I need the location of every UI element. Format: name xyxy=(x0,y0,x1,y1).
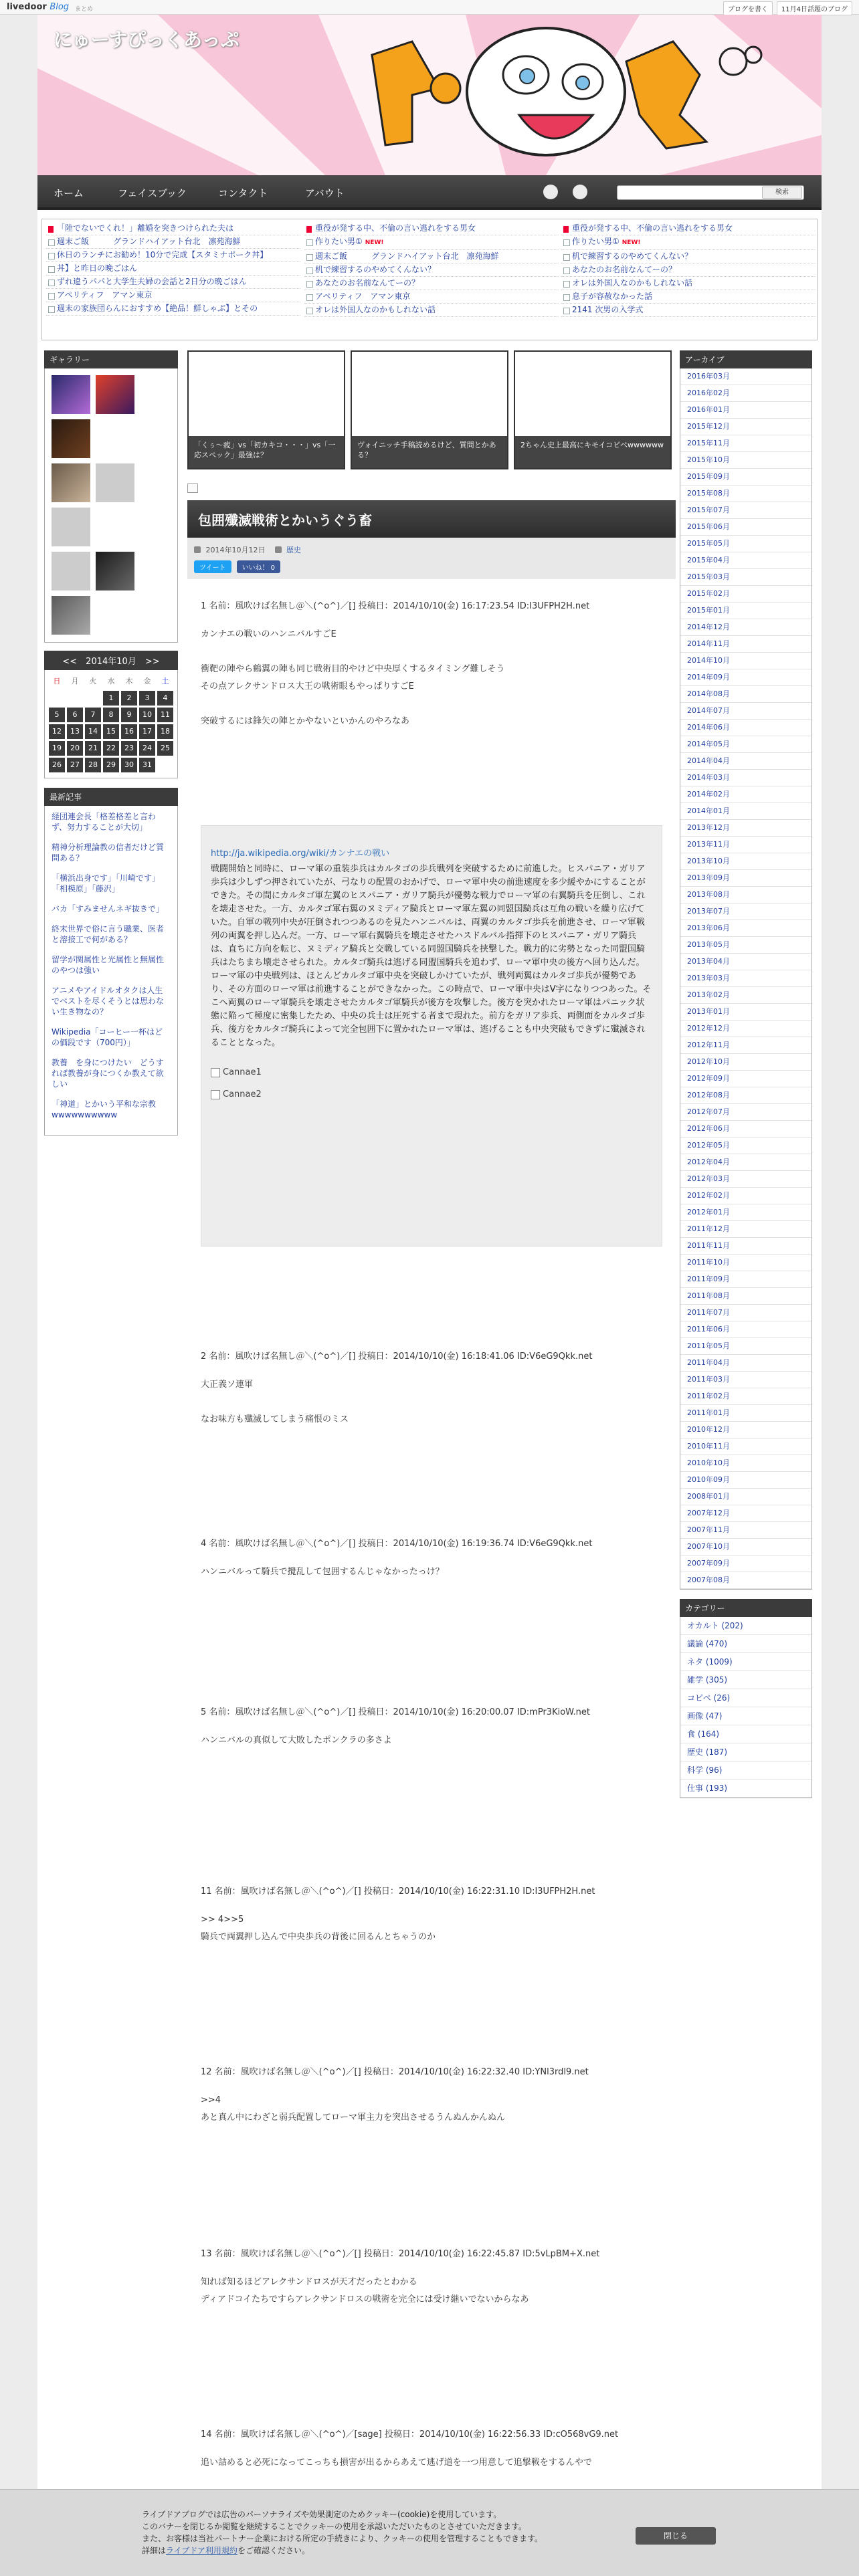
calendar-day[interactable]: 2 xyxy=(121,691,137,706)
calendar-day[interactable]: 29 xyxy=(103,758,119,772)
feature-caption: 2ちゃん史上最高にキモイコピペwwwwww xyxy=(515,436,670,468)
terms-link[interactable]: ライブドア利用規約 xyxy=(166,2546,237,2555)
post-line: 大正義ソ連軍 xyxy=(201,1380,254,1390)
feature-caption: ヴォイニッチ手稿読めるけど、質問とかある？ xyxy=(352,436,507,468)
partner-link[interactable]: 机で練習するのやめてくんない？ xyxy=(561,250,816,263)
archive-link[interactable]: 2014年09月 xyxy=(680,669,812,686)
calendar-day[interactable]: 17 xyxy=(139,724,155,739)
calendar-weekday: 水 xyxy=(107,677,115,685)
right-sidebar xyxy=(680,350,812,1798)
calendar-weekday: 木 xyxy=(125,677,133,685)
archive-link[interactable]: 2011年03月 xyxy=(680,1372,812,1388)
post-body xyxy=(201,1732,669,1749)
calendar-day xyxy=(67,691,83,706)
archive-link[interactable]: 2013年05月 xyxy=(680,937,812,954)
post-body xyxy=(201,626,669,730)
calendar-day[interactable]: 16 xyxy=(121,724,137,739)
site-header xyxy=(37,15,822,175)
comment-post xyxy=(201,2429,669,2472)
write-blog-button[interactable]: ブログを書く xyxy=(723,1,773,15)
partner-link[interactable]: 週末ご飯 グランドハイアット台北 凛苑海鮮 xyxy=(46,235,300,249)
partner-link[interactable]: 机で練習するのやめてくんない？ xyxy=(304,263,559,277)
partner-links-col-3 xyxy=(561,222,816,317)
post-body xyxy=(201,1911,669,1946)
archive-link[interactable]: 2015年12月 xyxy=(680,419,812,435)
comment-post xyxy=(201,2066,669,2127)
comment-post xyxy=(201,601,669,730)
feature-row xyxy=(187,350,676,469)
category-link[interactable]: 食 (164) xyxy=(680,1725,812,1743)
recent-post-link[interactable]: 「横浜出身です」「川崎です」「相模原」「藤沢」 xyxy=(52,873,161,893)
archive-link[interactable]: 2014年11月 xyxy=(680,636,812,653)
partner-link[interactable]: アペリティフ アマン東京 xyxy=(304,290,559,304)
category-link[interactable]: 雑学 (305) xyxy=(680,1671,812,1689)
partner-link[interactable]: 作りたい男① NEW! xyxy=(304,235,559,250)
partner-link[interactable]: 2141 次男の入学式 xyxy=(561,304,816,317)
recent-post-link[interactable]: 教養 を身につけたい どうすれば教養が身につくか教えて欲しい xyxy=(52,1058,164,1089)
category-heading: カテゴリー xyxy=(680,1599,812,1617)
gallery-thumb[interactable] xyxy=(52,463,90,502)
recent-post-link[interactable]: 終末世界で俗に言う職業、医者と溶接工で何がある？ xyxy=(52,924,165,944)
archive-link[interactable]: 2011年12月 xyxy=(680,1221,812,1238)
partner-link[interactable]: ずれ違うパパと大学生夫婦の会話と2日分の晩ごはん xyxy=(46,276,300,289)
partner-link[interactable]: 作りたい男① NEW! xyxy=(561,235,816,250)
calendar-weekday: 日 xyxy=(53,677,61,685)
archive-link[interactable]: 2015年03月 xyxy=(680,569,812,586)
wikipedia-quote xyxy=(201,825,662,1247)
category-link[interactable]: コピペ (26) xyxy=(680,1689,812,1707)
archive-link[interactable]: 2012年03月 xyxy=(680,1171,812,1188)
calendar-day[interactable]: 20 xyxy=(67,741,83,756)
gallery-thumb-placeholder[interactable] xyxy=(52,552,90,591)
calendar-day[interactable]: 25 xyxy=(157,741,173,756)
archive-link[interactable]: 2011年01月 xyxy=(680,1405,812,1422)
archive-link[interactable]: 2014年03月 xyxy=(680,770,812,786)
broken-image-icon xyxy=(211,1068,220,1077)
archive-link[interactable]: 2015年02月 xyxy=(680,586,812,603)
post-header: 4 名前：風吹けば名無し＠＼(^o^)／[] 投稿日：2014/10/10(金) 16:19:36.74 ID:V6eG9Qkk.net xyxy=(201,1539,593,1549)
gallery-thumb[interactable] xyxy=(52,375,90,414)
gallery-heading: ギャラリー xyxy=(44,350,178,368)
archive-link[interactable]: 2013年06月 xyxy=(680,920,812,937)
twitter-icon[interactable] xyxy=(543,185,558,199)
archive-link[interactable]: 2007年11月 xyxy=(680,1522,812,1539)
post-body xyxy=(201,2454,669,2472)
partner-link[interactable]: オレは外国人なのかもしれない話 xyxy=(304,304,559,317)
calendar-day[interactable]: 3 xyxy=(139,691,155,706)
calendar-day[interactable]: 8 xyxy=(103,708,119,722)
left-sidebar xyxy=(44,350,178,1136)
archive-link[interactable]: 2015年09月 xyxy=(680,469,812,486)
archive-link[interactable]: 2013年07月 xyxy=(680,903,812,920)
broken-image-icon xyxy=(211,1090,220,1099)
archive-link[interactable]: 2015年01月 xyxy=(680,603,812,619)
archive-link[interactable]: 2013年12月 xyxy=(680,820,812,837)
archive-link[interactable]: 2012年07月 xyxy=(680,1104,812,1121)
archive-link[interactable]: 2011年04月 xyxy=(680,1355,812,1372)
category-link[interactable]: ネタ (1009) xyxy=(680,1653,812,1671)
partner-link[interactable]: 「陸でないでくれ！」離婚を突きつけられた夫は xyxy=(46,222,300,235)
post-body xyxy=(201,1564,669,1581)
gallery xyxy=(44,368,178,643)
site-title[interactable]: にゅーすぴっくあっぷ xyxy=(54,29,240,51)
archive-link[interactable]: 2016年02月 xyxy=(680,385,812,402)
partner-link[interactable]: オレは外国人なのかもしれない話 xyxy=(561,277,816,290)
post-line: >> 4>>5 xyxy=(201,1915,244,1925)
calendar-day[interactable]: 24 xyxy=(139,741,155,756)
archive-link[interactable]: 2013年11月 xyxy=(680,837,812,853)
partner-link[interactable]: 週末ご飯 グランドハイアット台北 凛苑海鮮 xyxy=(304,250,559,263)
category-link[interactable]: 議論 (470) xyxy=(680,1635,812,1653)
post-header: 13 名前：風吹けば名無し＠＼(^o^)／[] 投稿日：2014/10/10(金) 16:22:45.87 ID:5vLpBM+X.net xyxy=(201,2249,600,2259)
partner-link[interactable]: 丼】と昨日の晩ごはん xyxy=(46,262,300,276)
archive-link[interactable]: 2012年08月 xyxy=(680,1087,812,1104)
folder-icon xyxy=(275,546,282,553)
gallery-thumb-placeholder[interactable] xyxy=(96,463,134,502)
gallery-thumb[interactable] xyxy=(52,419,90,458)
partner-link[interactable]: 重役が発する中、不倫の言い逃れをする男女 xyxy=(561,222,816,235)
calendar-day[interactable]: 18 xyxy=(157,724,173,739)
new-badge: NEW! xyxy=(365,239,384,246)
calendar-day[interactable]: 6 xyxy=(67,708,83,722)
tweet-button[interactable]: ツイート xyxy=(194,560,231,573)
feature-card[interactable] xyxy=(187,350,345,469)
article-title[interactable]: 包囲殲滅戦術とかいうぐう畜 xyxy=(187,500,676,538)
post-body xyxy=(201,2274,669,2309)
wikipedia-link[interactable]: http://ja.wikipedia.org/wiki/カンナエの戦い xyxy=(211,849,390,859)
calendar-day xyxy=(85,691,101,706)
calendar-day[interactable]: 27 xyxy=(67,758,83,772)
category-link[interactable]: オカルト (202) xyxy=(680,1617,812,1635)
calendar-day[interactable]: 4 xyxy=(157,691,173,706)
calendar-day[interactable]: 10 xyxy=(139,708,155,722)
nav-facebook[interactable]: フェイスブック xyxy=(118,187,187,199)
partner-link[interactable]: あなたのお名前なんてーの？ xyxy=(561,263,816,277)
partner-link[interactable]: あなたのお名前なんてーの？ xyxy=(304,277,559,290)
recent-posts xyxy=(44,806,178,1136)
archive-link[interactable]: 2008年01月 xyxy=(680,1489,812,1505)
page-frame xyxy=(37,15,822,2576)
post-line xyxy=(201,1394,669,1411)
article-date: 2014年10月12日 xyxy=(205,546,266,554)
archive-link[interactable]: 2015年06月 xyxy=(680,519,812,536)
new-badge: NEW! xyxy=(622,239,641,246)
category-link[interactable]: 仕事 (193) xyxy=(680,1780,812,1798)
archive-link[interactable]: 2016年01月 xyxy=(680,402,812,419)
post-line xyxy=(201,643,669,661)
comment-post xyxy=(201,1707,669,1749)
category-link[interactable]: 画像 (47) xyxy=(680,1707,812,1725)
post-body xyxy=(201,2092,669,2127)
trending-blogs-button[interactable]: 11月4日話題のブログ xyxy=(777,1,852,15)
recent-post-link[interactable]: 精神分析理論教の信者だけど質問ある？ xyxy=(52,843,165,863)
search-button[interactable]: 検索 xyxy=(762,187,802,199)
archive-link[interactable]: 2011年05月 xyxy=(680,1338,812,1355)
post-line: ハンニバルって騎兵で攪乱して包囲するんじゃなかったっけ？ xyxy=(201,1567,444,1577)
comment-post xyxy=(201,1351,669,1428)
topbar-sub-label: まとめ xyxy=(75,6,94,13)
calendar-day[interactable]: 1 xyxy=(103,691,119,706)
gallery-thumb[interactable] xyxy=(52,596,90,635)
livedoor-topbar xyxy=(0,0,859,15)
archive-link[interactable]: 2015年11月 xyxy=(680,435,812,452)
partner-link[interactable]: 息子が容赦なかった話 xyxy=(561,290,816,304)
recent-heading: 最新記事 xyxy=(44,788,178,806)
archive-link[interactable]: 2014年01月 xyxy=(680,803,812,820)
post-header: 12 名前：風吹けば名無し＠＼(^o^)／[] 投稿日：2014/10/10(金) 16:22:32.40 ID:YNl3rdl9.net xyxy=(201,2067,589,2077)
archive-link[interactable]: 2007年09月 xyxy=(680,1555,812,1572)
calendar-day[interactable]: 12 xyxy=(49,724,65,739)
archive-link[interactable]: 2013年10月 xyxy=(680,853,812,870)
archive-link[interactable]: 2014年08月 xyxy=(680,686,812,703)
archive-link[interactable]: 2014年10月 xyxy=(680,653,812,669)
calendar-day[interactable]: 21 xyxy=(85,741,101,756)
comment-post xyxy=(201,2248,669,2309)
partner-link[interactable]: 週末の家族団らんにおすすめ【絶品！鮮しゃぶ】とその xyxy=(46,302,300,316)
calendar xyxy=(44,670,178,778)
archive-link[interactable]: 2011年10月 xyxy=(680,1255,812,1271)
recent-post-link[interactable]: アニメやアイドルオタクは人生でベストを尽くそうとは思わない生き物なの？ xyxy=(52,986,165,1016)
calendar-heading[interactable]: << 2014年10月 >> xyxy=(44,651,178,670)
archive-list xyxy=(680,368,812,1590)
post-header: 5 名前：風吹けば名無し＠＼(^o^)／[] 投稿日：2014/10/10(金) 16:20:00.07 ID:mPr3KioW.net xyxy=(201,1707,590,1717)
post-line: 追い詰めると必死になってこっちも損害が出るからあえて逃げ道を一つ用意して追撃戦をするんやで xyxy=(201,2458,592,2468)
calendar-day[interactable]: 26 xyxy=(49,758,65,772)
gallery-thumb[interactable] xyxy=(96,552,134,591)
calendar-weekday: 土 xyxy=(161,677,169,685)
archive-link[interactable]: 2013年08月 xyxy=(680,887,812,903)
post-line: 衝靶の陣やら鶴翼の陣も同じ戦術目的やけど中央厚くするタイミング難しそう xyxy=(201,664,505,674)
archive-link[interactable]: 2012年05月 xyxy=(680,1138,812,1154)
post-line: あと真ん中にわざと弱兵配置してローマ軍主力を突出させるうんぬんかんぬん xyxy=(201,2113,506,2123)
category-link[interactable]: 科学 (96) xyxy=(680,1761,812,1780)
post-header: 14 名前：風吹けば名無し＠＼(^o^)／[sage] 投稿日：2014/10/10(金) 16:22:56.33 ID:cO568vG9.net xyxy=(201,2430,619,2440)
gallery-thumb-placeholder[interactable] xyxy=(52,508,90,546)
feature-card[interactable] xyxy=(351,350,508,469)
cannae1-image: Cannae1 xyxy=(211,1067,652,1077)
quote-text: 戦闘開始と同時に、ローマ軍の重装歩兵はカルタゴの歩兵戦列を突破するために前進した。ヒスパニア・ガリア歩兵は少しずつ押されていたが、弓なりの配置のおかげで、ローマ軍中央の前進速度を多少緩やかにすることができた。その間にカルタゴ軍左翼のヒスパニア・ガリア騎兵が優勢な戦力でローマ軍の右翼騎兵を圧倒し、これを壊走させた。一方、カルタゴ軍右翼のヌミディア騎兵とローマ軍左翼の同盟国騎兵は互角の戦いを繰り広げていた。自軍の戦列中央が圧倒されつつあるのを見たハンニバルは、両翼のカルタゴ歩兵を前進させ、ローマ軍戦列の両翼を押し込んだ。一方、ローマ軍右翼騎兵を壊走させたハスドルバル指揮下のヒスパニア・ガリア騎兵は、直ちに方向を転じ、ヌミディア騎兵と交戦している同盟国騎兵を挟撃した。戦力的に劣勢となった同盟国騎兵はたちまち壊走させられた。カルタゴ騎兵は逃げる同盟国騎兵を追わず、ローマ軍中央の後方へ回り込んだ。ローマ軍の中央戦列は、ほとんどカルタゴ軍中央を突破しかけていたが、戦列両翼はカルタゴ歩兵が優勢であり、その方面のローマ軍は前進することができなかった。この時点で、ローマ軍中央はV字になりつつあった。そこへ両翼のローマ軍騎兵を壊走させたカルタゴ軍騎兵が後方を攻撃した。後方を突かれたローマ軍はパニック状態に陥って極度に密集したため、中央の兵士は圧死する者まで現れた。前方をガリア歩兵、両側面をカルタゴ歩兵、後方をカルタゴ騎兵によって完全包囲下に置かれたローマ軍は、逃げることも中央突破もできずに殲滅されることとなった。 xyxy=(211,864,652,1048)
rss-icon[interactable] xyxy=(573,185,587,199)
post-line: ディアドコイたちですらアレクサンドロスの戦術を完全には受け継いでないからなあ xyxy=(201,2294,529,2304)
recent-post-link[interactable]: 「神道」とかいう平和な宗教wwwwwwwwww xyxy=(52,1099,157,1119)
archive-link[interactable]: 2015年07月 xyxy=(680,502,812,519)
cookie-banner xyxy=(0,2489,859,2576)
archive-link[interactable]: 2013年04月 xyxy=(680,954,812,970)
archive-link[interactable]: 2011年11月 xyxy=(680,1238,812,1255)
post-line: 知れば知るほどアレクサンドロスが天才だったとわかる xyxy=(201,2277,417,2287)
archive-link[interactable]: 2012年06月 xyxy=(680,1121,812,1138)
clock-icon xyxy=(194,546,201,553)
calendar-day[interactable]: 28 xyxy=(85,758,101,772)
post-line xyxy=(201,695,669,713)
gallery-thumb[interactable] xyxy=(96,375,134,414)
nav-home[interactable]: ホーム xyxy=(54,187,84,199)
broken-image-icon xyxy=(187,484,198,493)
cannae2-image: Cannae2 xyxy=(211,1089,652,1099)
partner-link[interactable]: 休日のランチにお勧め！10分で完成【スタミナポーク丼】 xyxy=(46,249,300,262)
calendar-day[interactable]: 14 xyxy=(85,724,101,739)
archive-link[interactable]: 2012年11月 xyxy=(680,1037,812,1054)
post-line: カンナエの戦いのハンニバルすごE xyxy=(201,629,337,639)
calendar-weekday: 月 xyxy=(71,677,79,685)
archive-link[interactable]: 2011年09月 xyxy=(680,1271,812,1288)
calendar-weekday: 火 xyxy=(89,677,97,685)
cookie-text: ライブドアブログでは広告のパーソナライズや効果測定のためクッキー(cookie)を使用しています。 このバナーを閉じるか閲覧を継続することでクッキーの使用を承認いただいたものとさせていただきます。 また、お客様は当社パートナー企業における所定の手続きにより、クッキーの使用を管理することもできます。 詳細はライブドア利用規約をご確認ください。 xyxy=(142,2510,543,2555)
archive-link[interactable]: 2010年09月 xyxy=(680,1472,812,1489)
archive-link[interactable]: 2012年02月 xyxy=(680,1188,812,1204)
post-line: 突破するには鋒矢の陣とかやないといかんのやろなあ xyxy=(201,716,410,726)
article-meta xyxy=(187,538,676,579)
feature-caption: 「くぅ～疲」vs「初カキコ・・・」vs「一応スペック」最強は？ xyxy=(189,436,344,468)
archive-heading: アーカイブ xyxy=(680,350,812,368)
archive-link[interactable]: 2011年02月 xyxy=(680,1388,812,1405)
archive-link[interactable]: 2014年07月 xyxy=(680,703,812,720)
archive-link[interactable]: 2011年06月 xyxy=(680,1321,812,1338)
archive-link[interactable]: 2007年08月 xyxy=(680,1572,812,1589)
partner-links-col-1 xyxy=(46,222,300,316)
post-header: 2 名前：風吹けば名無し＠＼(^o^)／[] 投稿日：2014/10/10(金) 16:18:41.06 ID:V6eG9Qkk.net xyxy=(201,1352,593,1362)
calendar-day xyxy=(49,691,65,706)
post-body xyxy=(201,1376,669,1428)
archive-link[interactable]: 2015年10月 xyxy=(680,452,812,469)
like-button[interactable]: いいね！ 0 xyxy=(237,560,281,573)
archive-link[interactable]: 2010年11月 xyxy=(680,1438,812,1455)
archive-link[interactable]: 2014年12月 xyxy=(680,619,812,636)
main-nav xyxy=(37,175,822,210)
comment-post xyxy=(201,1538,669,1581)
archive-link[interactable]: 2013年01月 xyxy=(680,1004,812,1021)
archive-link[interactable]: 2013年02月 xyxy=(680,987,812,1004)
category-list xyxy=(680,1617,812,1798)
partner-links xyxy=(41,219,818,340)
archive-link[interactable]: 2011年08月 xyxy=(680,1288,812,1305)
archive-link[interactable]: 2007年12月 xyxy=(680,1505,812,1522)
calendar-day[interactable]: 7 xyxy=(85,708,101,722)
archive-link[interactable]: 2015年08月 xyxy=(680,486,812,502)
calendar-weekday: 金 xyxy=(143,677,151,685)
post-line: なお味方も殲滅してしまう痛恨のミス xyxy=(201,1414,349,1424)
livedoor-logo[interactable]: livedoor Blog xyxy=(7,2,70,12)
calendar-day[interactable]: 30 xyxy=(121,758,137,772)
nav-contact[interactable]: コンタクト xyxy=(218,187,268,199)
archive-link[interactable]: 2014年06月 xyxy=(680,720,812,736)
calendar-day[interactable]: 23 xyxy=(121,741,137,756)
post-header: 11 名前：風吹けば名無し＠＼(^o^)／[] 投稿日：2014/10/10(金) 16:22:31.10 ID:I3UFPH2H.net xyxy=(201,1887,595,1897)
calendar-day[interactable]: 15 xyxy=(103,724,119,739)
post-line: >>4 xyxy=(201,2095,221,2105)
archive-link[interactable]: 2014年05月 xyxy=(680,736,812,753)
post-header: 1 名前：風吹けば名無し＠＼(^o^)／[] 投稿日：2014/10/10(金) 16:17:23.54 ID:I3UFPH2H.net xyxy=(201,601,590,611)
archive-link[interactable]: 2012年12月 xyxy=(680,1021,812,1037)
calendar-day[interactable]: 9 xyxy=(121,708,137,722)
calendar-day[interactable]: 13 xyxy=(67,724,83,739)
partner-link[interactable]: 重役が発する中、不倫の言い逃れをする男女 xyxy=(304,222,559,235)
archive-link[interactable]: 2012年01月 xyxy=(680,1204,812,1221)
cookie-close-button[interactable]: 閉じる xyxy=(636,2527,716,2545)
calendar-day[interactable]: 11 xyxy=(157,708,173,722)
feature-card[interactable] xyxy=(514,350,672,469)
calendar-day[interactable]: 5 xyxy=(49,708,65,722)
article-category[interactable]: 歴史 xyxy=(286,546,301,554)
recent-post-link[interactable]: 留学が関属性と光属性と無属性のやつは強い xyxy=(52,955,165,975)
search-input[interactable] xyxy=(617,185,804,200)
archive-link[interactable]: 2012年04月 xyxy=(680,1154,812,1171)
post-line: その点アレクサンドロス大王の戦術眼もやっぱりすごE xyxy=(201,681,414,691)
archive-link[interactable]: 2012年10月 xyxy=(680,1054,812,1071)
archive-link[interactable]: 2010年12月 xyxy=(680,1422,812,1438)
post-line: ハンニバルの真似して大敗したポンクラの多さよ xyxy=(201,1735,392,1745)
calendar-day xyxy=(157,758,173,772)
category-link[interactable]: 歴史 (187) xyxy=(680,1743,812,1761)
partner-link[interactable]: アペリティフ アマン東京 xyxy=(46,289,300,302)
archive-link[interactable]: 2013年03月 xyxy=(680,970,812,987)
calendar-day[interactable]: 19 xyxy=(49,741,65,756)
comment-post xyxy=(201,1886,669,1946)
archive-link[interactable]: 2012年09月 xyxy=(680,1071,812,1087)
calendar-day[interactable]: 31 xyxy=(139,758,155,772)
archive-link[interactable]: 2016年03月 xyxy=(680,368,812,385)
recent-post-link[interactable]: Wikipedia「コーヒー一杯はどの価段です（700円）」 xyxy=(52,1027,163,1047)
nav-about[interactable]: アバウト xyxy=(305,187,345,199)
archive-link[interactable]: 2015年04月 xyxy=(680,552,812,569)
archive-link[interactable]: 2014年02月 xyxy=(680,786,812,803)
archive-link[interactable]: 2010年10月 xyxy=(680,1455,812,1472)
archive-link[interactable]: 2007年10月 xyxy=(680,1539,812,1555)
post-line: 騎兵で両翼押し込んで中央歩兵の背後に回るんとちゃうのか xyxy=(201,1932,436,1942)
archive-link[interactable]: 2011年07月 xyxy=(680,1305,812,1321)
archive-link[interactable]: 2014年04月 xyxy=(680,753,812,770)
recent-post-link[interactable]: バカ「すみませんネギ抜きで」 xyxy=(52,904,165,914)
partner-links-col-2 xyxy=(304,222,559,317)
recent-post-link[interactable]: 経団連会長「格差格差と言わず、努力することが大切」 xyxy=(52,812,157,832)
calendar-day[interactable]: 22 xyxy=(103,741,119,756)
archive-link[interactable]: 2015年05月 xyxy=(680,536,812,552)
archive-link[interactable]: 2013年09月 xyxy=(680,870,812,887)
